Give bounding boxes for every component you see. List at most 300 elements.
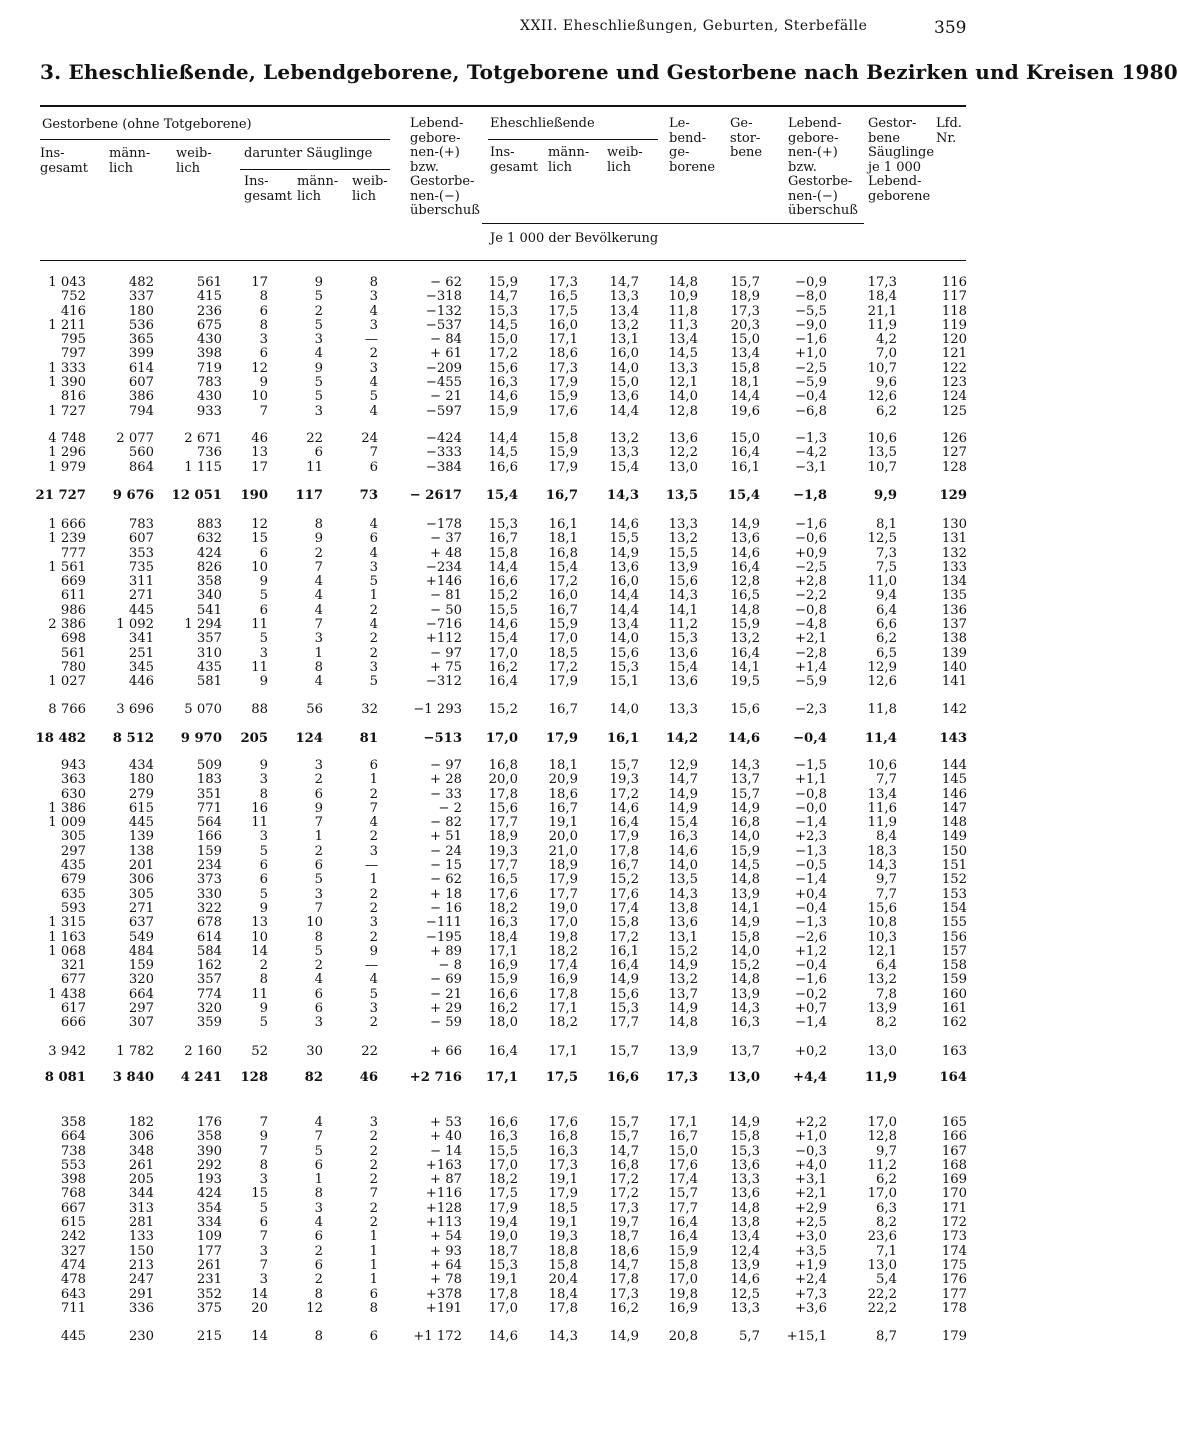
cell-ehe-weiblich: 13,3 — [609, 445, 639, 461]
cell-lfd-nr: 154 — [941, 900, 967, 916]
cell-saeugl-maennlich: 4 — [314, 972, 323, 988]
cell-saeugl-je-1000: 6,2 — [876, 631, 897, 647]
cell-ehe-maennlich: 16,7 — [548, 800, 578, 816]
cell-gestorbene-rate: 12,4 — [730, 1243, 760, 1259]
table-row — [0, 1216, 1024, 1230]
cell-saeugl-je-1000: 11,6 — [867, 800, 897, 816]
cell-saeugl-je-1000: 7,0 — [876, 346, 897, 362]
cell-ehe-insgesamt: 17,7 — [488, 858, 518, 874]
cell-gest-insgesamt: 986 — [60, 602, 86, 618]
cell-gest-insgesamt: 1 333 — [48, 360, 86, 376]
cell-saeugl-maennlich: 2 — [314, 545, 323, 561]
cell-ueberschuss: −234 — [425, 559, 462, 575]
cell-lfd-nr: 166 — [941, 1129, 967, 1145]
cell-gest-maennlich: 864 — [128, 459, 154, 475]
cell-lebendgeborene-rate: 14,0 — [668, 389, 698, 405]
table-row — [0, 1202, 1024, 1216]
cell-gest-maennlich: 560 — [128, 445, 154, 461]
cell-saeugl-weiblich: 4 — [369, 545, 378, 561]
cell-gest-weiblich: 352 — [196, 1286, 222, 1302]
cell-gest-insgesamt: 615 — [60, 1215, 86, 1231]
cell-saeugl-insgesamt: 8 — [259, 786, 268, 802]
cell-ehe-weiblich: 17,7 — [609, 1015, 639, 1031]
cell-saeugl-weiblich: 2 — [369, 645, 378, 661]
header-ehe-weiblich: weib- lich — [607, 145, 643, 175]
cell-ueberschuss: +378 — [425, 1286, 462, 1302]
cell-gestorbene-rate: 16,1 — [730, 459, 760, 475]
cell-gest-maennlich: 3 840 — [112, 1070, 154, 1085]
cell-saeugl-insgesamt: 3 — [259, 1272, 268, 1288]
cell-lebendgeborene-rate: 13,5 — [665, 488, 698, 503]
cell-gestorbene-rate: 14,9 — [730, 1115, 760, 1130]
cell-saeugl-je-1000: 17,0 — [867, 1115, 897, 1130]
cell-gestorbene-rate: 14,8 — [730, 602, 760, 618]
cell-lebendgeborene-rate: 13,3 — [668, 360, 698, 376]
cell-gest-weiblich: 614 — [196, 929, 222, 945]
cell-ehe-insgesamt: 17,1 — [488, 943, 518, 959]
cell-ehe-maennlich: 17,6 — [548, 1115, 578, 1130]
cell-saeugl-insgesamt: 9 — [259, 900, 268, 916]
cell-saeugl-weiblich: 3 — [369, 317, 378, 333]
cell-gestorbene-rate: 14,1 — [730, 900, 760, 916]
cell-gest-weiblich: 1 115 — [184, 459, 222, 475]
table-group — [0, 1045, 1024, 1059]
cell-ueberschuss: +2 716 — [409, 1070, 462, 1085]
table-row — [0, 1002, 1024, 1016]
cell-saeugl-maennlich: 1 — [314, 829, 323, 845]
cell-saeugl-je-1000: 21,1 — [867, 303, 897, 319]
cell-saeugl-insgesamt: 190 — [240, 488, 268, 503]
cell-saeugl-je-1000: 8,2 — [876, 1015, 897, 1031]
cell-lfd-nr: 155 — [941, 915, 967, 931]
cell-saeugl-maennlich: 2 — [314, 1243, 323, 1259]
table-row — [0, 973, 1024, 987]
cell-ehe-maennlich: 17,9 — [548, 459, 578, 475]
cell-ueberschuss-rate: +0,9 — [794, 545, 827, 561]
cell-gest-maennlich: 159 — [128, 958, 154, 974]
cell-gest-insgesamt: 780 — [60, 659, 86, 675]
cell-ueberschuss-rate: +4,4 — [793, 1070, 827, 1085]
table-group — [0, 276, 1024, 419]
cell-ehe-maennlich: 18,9 — [548, 858, 578, 874]
cell-lfd-nr: 120 — [941, 332, 967, 348]
table-row — [0, 1302, 1024, 1316]
cell-saeugl-insgesamt: 14 — [251, 943, 268, 959]
cell-ueberschuss: −455 — [425, 375, 462, 391]
cell-lfd-nr: 121 — [941, 346, 967, 362]
cell-saeugl-weiblich: 5 — [369, 986, 378, 1002]
cell-ehe-weiblich: 14,0 — [609, 360, 639, 376]
cell-ueberschuss: − 59 — [429, 1015, 462, 1031]
cell-ehe-weiblich: 15,8 — [609, 915, 639, 931]
cell-ueberschuss-rate: −9,0 — [794, 317, 827, 333]
cell-ehe-weiblich: 14,7 — [609, 1257, 639, 1273]
cell-gest-insgesamt: 677 — [60, 972, 86, 988]
cell-saeugl-maennlich: 117 — [295, 488, 323, 503]
header-top-rule — [40, 105, 966, 107]
cell-saeugl-je-1000: 10,7 — [867, 459, 897, 475]
cell-gest-weiblich: 783 — [196, 375, 222, 391]
cell-ehe-weiblich: 14,6 — [609, 800, 639, 816]
cell-ehe-insgesamt: 17,0 — [488, 645, 518, 661]
cell-saeugl-maennlich: 9 — [314, 275, 323, 290]
cell-saeugl-je-1000: 6,4 — [876, 958, 897, 974]
cell-saeugl-maennlich: 5 — [314, 317, 323, 333]
cell-gest-insgesamt: 943 — [60, 758, 86, 773]
table-row — [0, 802, 1024, 816]
cell-gestorbene-rate: 13,4 — [730, 1229, 760, 1245]
cell-saeugl-maennlich: 3 — [314, 758, 323, 773]
cell-saeugl-insgesamt: 5 — [259, 843, 268, 859]
cell-saeugl-insgesamt: 7 — [259, 403, 268, 419]
cell-saeugl-je-1000: 11,9 — [867, 815, 897, 831]
cell-gest-insgesamt: 327 — [60, 1243, 86, 1259]
cell-saeugl-insgesamt: 11 — [251, 986, 268, 1002]
cell-saeugl-insgesamt: 5 — [259, 631, 268, 647]
cell-ueberschuss-rate: +3,0 — [794, 1229, 827, 1245]
cell-lfd-nr: 152 — [941, 872, 967, 888]
cell-ueberschuss-rate: −8,0 — [794, 289, 827, 305]
cell-saeugl-weiblich: 81 — [359, 731, 378, 746]
cell-ehe-maennlich: 17,3 — [548, 1157, 578, 1173]
cell-gest-maennlich: 213 — [128, 1257, 154, 1273]
cell-lfd-nr: 129 — [939, 488, 967, 503]
cell-ueberschuss-rate: +15,1 — [786, 1329, 827, 1344]
cell-gestorbene-rate: 15,2 — [730, 958, 760, 974]
table-row — [0, 362, 1024, 376]
running-header: XXII. Eheschließungen, Geburten, Sterbefälle — [520, 18, 868, 34]
cell-ueberschuss: −111 — [425, 915, 462, 931]
cell-ehe-insgesamt: 16,8 — [488, 758, 518, 773]
cell-gest-insgesamt: 698 — [60, 631, 86, 647]
cell-saeugl-je-1000: 7,7 — [876, 772, 897, 788]
cell-gest-weiblich: 334 — [196, 1215, 222, 1231]
cell-ueberschuss: −178 — [425, 517, 462, 532]
cell-saeugl-maennlich: 6 — [314, 986, 323, 1002]
cell-gest-insgesamt: 711 — [60, 1300, 86, 1316]
cell-saeugl-maennlich: 2 — [314, 958, 323, 974]
cell-gest-maennlich: 305 — [128, 886, 154, 902]
cell-saeugl-je-1000: 11,8 — [867, 702, 897, 717]
cell-ehe-maennlich: 17,9 — [548, 674, 578, 690]
cell-gest-weiblich: 310 — [196, 645, 222, 661]
cell-ehe-maennlich: 16,0 — [548, 317, 578, 333]
cell-gest-weiblich: 9 970 — [180, 731, 222, 746]
cell-gestorbene-rate: 14,6 — [730, 545, 760, 561]
table-row — [0, 333, 1024, 347]
cell-gest-insgesamt: 1 296 — [48, 445, 86, 461]
cell-lfd-nr: 173 — [941, 1229, 967, 1245]
cell-saeugl-insgesamt: 13 — [251, 445, 268, 461]
cell-gest-weiblich: 354 — [196, 1200, 222, 1216]
cell-ehe-weiblich: 17,4 — [609, 900, 639, 916]
cell-saeugl-je-1000: 7,5 — [876, 559, 897, 575]
cell-ehe-insgesamt: 16,6 — [488, 574, 518, 590]
cell-ehe-insgesamt: 16,3 — [488, 915, 518, 931]
cell-ueberschuss-rate: −0,4 — [794, 958, 827, 974]
cell-gest-insgesamt: 1 068 — [48, 943, 86, 959]
cell-ehe-maennlich: 17,6 — [548, 403, 578, 419]
cell-ehe-weiblich: 15,4 — [609, 459, 639, 475]
cell-gest-maennlich: 306 — [128, 1129, 154, 1145]
table-row — [0, 816, 1024, 830]
cell-gest-insgesamt: 474 — [60, 1257, 86, 1273]
cell-saeugl-weiblich: 4 — [369, 617, 378, 633]
cell-ehe-insgesamt: 17,0 — [488, 1157, 518, 1173]
cell-gest-insgesamt: 611 — [60, 588, 86, 604]
cell-saeugl-je-1000: 11,9 — [867, 317, 897, 333]
cell-ueberschuss-rate: −5,5 — [794, 303, 827, 319]
cell-ehe-maennlich: 17,2 — [548, 574, 578, 590]
cell-saeugl-weiblich: 6 — [369, 758, 378, 773]
cell-ueberschuss-rate: +0,7 — [794, 1001, 827, 1017]
cell-ehe-weiblich: 15,2 — [609, 872, 639, 888]
cell-saeugl-maennlich: 8 — [314, 1286, 323, 1302]
cell-saeugl-insgesamt: 14 — [251, 1286, 268, 1302]
cell-ehe-insgesamt: 17,8 — [488, 1286, 518, 1302]
table-row — [0, 1173, 1024, 1187]
cell-saeugl-insgesamt: 2 — [259, 958, 268, 974]
cell-saeugl-weiblich: 8 — [369, 1300, 378, 1316]
cell-saeugl-maennlich: 12 — [306, 1300, 323, 1316]
cell-ueberschuss: + 64 — [429, 1257, 462, 1273]
cell-ehe-insgesamt: 16,4 — [488, 1044, 518, 1059]
cell-ueberschuss-rate: −2,6 — [794, 929, 827, 945]
cell-saeugl-maennlich: 2 — [314, 772, 323, 788]
cell-gestorbene-rate: 16,4 — [730, 559, 760, 575]
cell-gest-maennlich: 341 — [128, 631, 154, 647]
gestorbene-rule — [40, 139, 390, 140]
cell-saeugl-je-1000: 6,2 — [876, 1172, 897, 1188]
cell-lebendgeborene-rate: 13,7 — [668, 986, 698, 1002]
cell-gestorbene-rate: 14,5 — [730, 858, 760, 874]
header-saeuglinge-je-1000: Gestor- bene Säuglinge je 1 000 Lebend- geborene — [868, 116, 935, 204]
cell-lebendgeborene-rate: 17,6 — [668, 1157, 698, 1173]
cell-gest-maennlich: 399 — [128, 346, 154, 362]
cell-ehe-maennlich: 16,7 — [548, 702, 578, 717]
cell-saeugl-insgesamt: 7 — [259, 1229, 268, 1245]
cell-lfd-nr: 148 — [941, 815, 967, 831]
cell-saeugl-insgesamt: 11 — [251, 659, 268, 675]
cell-saeugl-je-1000: 13,0 — [867, 1044, 897, 1059]
table-row — [0, 1016, 1024, 1030]
cell-lebendgeborene-rate: 16,4 — [668, 1229, 698, 1245]
cell-ehe-insgesamt: 15,6 — [488, 800, 518, 816]
cell-lfd-nr: 159 — [941, 972, 967, 988]
cell-saeugl-maennlich: 7 — [314, 617, 323, 633]
table-row — [0, 618, 1024, 632]
cell-gest-weiblich: 826 — [196, 559, 222, 575]
cell-ehe-maennlich: 18,6 — [548, 346, 578, 362]
header-saeuglinge-weiblich: weib- lich — [352, 174, 388, 204]
cell-ehe-maennlich: 17,9 — [548, 375, 578, 391]
cell-saeugl-insgesamt: 12 — [251, 517, 268, 532]
cell-saeugl-insgesamt: 8 — [259, 972, 268, 988]
cell-gest-maennlich: 1 782 — [116, 1044, 154, 1059]
cell-saeugl-maennlich: 8 — [314, 1329, 323, 1344]
cell-ehe-maennlich: 18,1 — [548, 758, 578, 773]
cell-gest-maennlich: 180 — [128, 303, 154, 319]
cell-ehe-insgesamt: 14,7 — [488, 289, 518, 305]
header-ehe-insgesamt: Ins- gesamt — [490, 145, 538, 175]
cell-gest-maennlich: 365 — [128, 332, 154, 348]
cell-ehe-weiblich: 14,4 — [609, 602, 639, 618]
cell-gest-insgesamt: 679 — [60, 872, 86, 888]
cell-saeugl-insgesamt: 46 — [251, 431, 268, 446]
cell-saeugl-je-1000: 13,9 — [867, 1001, 897, 1017]
cell-gestorbene-rate: 12,5 — [730, 1286, 760, 1302]
cell-ueberschuss-rate: −1,4 — [794, 815, 827, 831]
cell-saeugl-weiblich: 4 — [369, 517, 378, 532]
cell-ueberschuss: −716 — [425, 617, 462, 633]
cell-ehe-maennlich: 17,5 — [545, 1070, 578, 1085]
cell-gest-weiblich: 774 — [196, 986, 222, 1002]
cell-ehe-weiblich: 13,2 — [609, 317, 639, 333]
cell-ehe-maennlich: 17,5 — [548, 303, 578, 319]
cell-saeugl-insgesamt: 3 — [259, 772, 268, 788]
cell-lfd-nr: 169 — [941, 1172, 967, 1188]
cell-gestorbene-rate: 18,9 — [730, 289, 760, 305]
cell-ueberschuss: −597 — [425, 403, 462, 419]
header-je-1000: Je 1 000 der Bevölkerung — [490, 231, 659, 246]
cell-ueberschuss: + 66 — [429, 1044, 462, 1059]
cell-gestorbene-rate: 13,9 — [730, 1257, 760, 1273]
cell-saeugl-je-1000: 22,2 — [867, 1300, 897, 1316]
cell-ehe-maennlich: 17,1 — [548, 332, 578, 348]
cell-ehe-insgesamt: 18,0 — [488, 1015, 518, 1031]
cell-lfd-nr: 139 — [941, 645, 967, 661]
cell-saeugl-weiblich: 1 — [369, 872, 378, 888]
header-ueberschuss-rate: Lebend- gebore- nen-(+) bzw. Gestorbe- nen-(−) überschuß — [788, 116, 858, 218]
cell-gest-insgesamt: 1 315 — [48, 915, 86, 931]
cell-gest-maennlich: 353 — [128, 545, 154, 561]
cell-ehe-weiblich: 15,7 — [609, 1044, 639, 1059]
cell-saeugl-maennlich: 1 — [314, 1172, 323, 1188]
cell-ueberschuss-rate: −0,3 — [794, 1143, 827, 1159]
cell-ueberschuss-rate: −1,3 — [794, 915, 827, 931]
cell-gestorbene-rate: 13,9 — [730, 886, 760, 902]
cell-saeugl-maennlich: 4 — [314, 574, 323, 590]
cell-lfd-nr: 142 — [941, 702, 967, 717]
cell-lfd-nr: 145 — [941, 772, 967, 788]
cell-ueberschuss: + 54 — [429, 1229, 462, 1245]
cell-gest-insgesamt: 8 766 — [48, 702, 86, 717]
cell-ehe-insgesamt: 16,5 — [488, 872, 518, 888]
cell-gest-insgesamt: 1 163 — [48, 929, 86, 945]
cell-ueberschuss-rate: +2,5 — [794, 1215, 827, 1231]
cell-ueberschuss-rate: −1,4 — [794, 872, 827, 888]
cell-lfd-nr: 137 — [941, 617, 967, 633]
cell-gest-maennlich: 615 — [128, 800, 154, 816]
table-group — [0, 1071, 1024, 1085]
cell-saeugl-insgesamt: 6 — [259, 858, 268, 874]
cell-lebendgeborene-rate: 11,2 — [668, 617, 698, 633]
cell-saeugl-maennlich: 1 — [314, 645, 323, 661]
cell-ueberschuss: −318 — [425, 289, 462, 305]
cell-gest-insgesamt: 416 — [60, 303, 86, 319]
cell-saeugl-je-1000: 10,6 — [867, 431, 897, 446]
cell-ueberschuss: − 33 — [429, 786, 462, 802]
cell-saeugl-weiblich: 2 — [369, 786, 378, 802]
cell-lebendgeborene-rate: 12,9 — [668, 758, 698, 773]
cell-saeugl-weiblich: 4 — [369, 403, 378, 419]
cell-saeugl-je-1000: 11,4 — [864, 731, 897, 746]
cell-ehe-maennlich: 18,2 — [548, 1015, 578, 1031]
cell-gest-insgesamt: 4 748 — [48, 431, 86, 446]
cell-ueberschuss-rate: +3,5 — [794, 1243, 827, 1259]
cell-gestorbene-rate: 16,8 — [730, 815, 760, 831]
cell-ehe-maennlich: 18,5 — [548, 645, 578, 661]
cell-gestorbene-rate: 15,7 — [730, 786, 760, 802]
cell-saeugl-weiblich: 2 — [369, 886, 378, 902]
cell-ueberschuss: + 18 — [429, 886, 462, 902]
cell-gest-insgesamt: 643 — [60, 1286, 86, 1302]
header-eheschliessende: Eheschließende — [490, 116, 595, 131]
cell-saeugl-weiblich: 1 — [369, 1243, 378, 1259]
cell-ehe-weiblich: 15,7 — [609, 758, 639, 773]
cell-ueberschuss: −209 — [425, 360, 462, 376]
cell-ehe-weiblich: 13,2 — [609, 431, 639, 446]
cell-ehe-weiblich: 17,2 — [609, 929, 639, 945]
cell-ehe-maennlich: 16,5 — [548, 289, 578, 305]
cell-saeugl-je-1000: 23,6 — [867, 1229, 897, 1245]
cell-ueberschuss: + 87 — [429, 1172, 462, 1188]
page-title: 3. Eheschließende, Lebendgeborene, Totgeborene und Gestorbene nach Bezirken und Kreisen 1980 — [40, 60, 1178, 84]
cell-ehe-insgesamt: 18,4 — [488, 929, 518, 945]
cell-gestorbene-rate: 14,3 — [730, 1001, 760, 1017]
cell-ehe-insgesamt: 15,0 — [488, 332, 518, 348]
cell-saeugl-maennlich: 8 — [314, 659, 323, 675]
cell-ehe-weiblich: 13,4 — [609, 617, 639, 633]
cell-lebendgeborene-rate: 14,9 — [668, 958, 698, 974]
cell-gest-weiblich: 215 — [196, 1329, 222, 1344]
cell-ehe-maennlich: 17,3 — [548, 275, 578, 290]
table-row — [0, 945, 1024, 959]
cell-lfd-nr: 174 — [941, 1243, 967, 1259]
cell-gest-insgesamt: 3 942 — [48, 1044, 86, 1059]
cell-lebendgeborene-rate: 14,0 — [668, 858, 698, 874]
cell-lfd-nr: 163 — [941, 1044, 967, 1059]
cell-gest-maennlich: 313 — [128, 1200, 154, 1216]
cell-ehe-insgesamt: 15,3 — [488, 517, 518, 532]
cell-ueberschuss-rate: +2,1 — [794, 1186, 827, 1202]
cell-ehe-maennlich: 17,4 — [548, 958, 578, 974]
cell-gest-insgesamt: 435 — [60, 858, 86, 874]
cell-ehe-insgesamt: 18,7 — [488, 1243, 518, 1259]
cell-gest-maennlich: 344 — [128, 1186, 154, 1202]
cell-saeugl-weiblich: 4 — [369, 815, 378, 831]
table-group — [0, 759, 1024, 1031]
cell-gest-weiblich: 358 — [196, 574, 222, 590]
cell-saeugl-maennlich: 9 — [314, 360, 323, 376]
cell-gest-maennlich: 637 — [128, 915, 154, 931]
cell-saeugl-weiblich: 5 — [369, 674, 378, 690]
cell-ueberschuss: − 62 — [429, 275, 462, 290]
cell-ueberschuss-rate: −6,8 — [794, 403, 827, 419]
cell-lebendgeborene-rate: 14,7 — [668, 772, 698, 788]
table-row — [0, 703, 1024, 717]
cell-saeugl-maennlich: 8 — [314, 929, 323, 945]
cell-ehe-insgesamt: 17,7 — [488, 815, 518, 831]
cell-lfd-nr: 123 — [941, 375, 967, 391]
cell-saeugl-maennlich: 6 — [314, 858, 323, 874]
cell-saeugl-insgesamt: 10 — [251, 559, 268, 575]
cell-gestorbene-rate: 15,4 — [727, 488, 760, 503]
table-row — [0, 647, 1024, 661]
cell-ehe-maennlich: 17,0 — [548, 915, 578, 931]
cell-saeugl-weiblich: 2 — [369, 900, 378, 916]
cell-gest-weiblich: 561 — [196, 275, 222, 290]
